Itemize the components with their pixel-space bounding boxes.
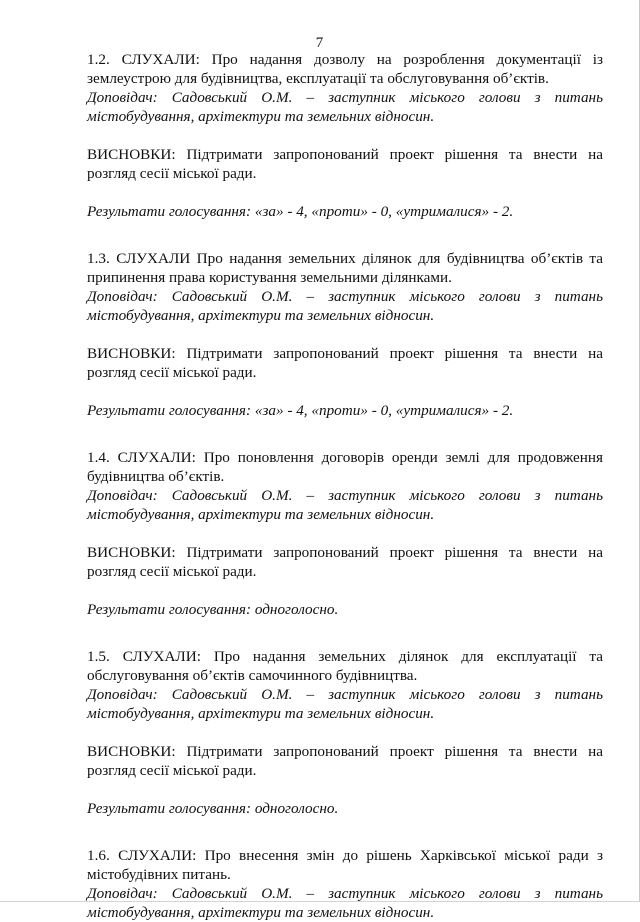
agenda-item-1-2 bbox=[87, 50, 603, 221]
agenda-item-1-3 bbox=[87, 249, 603, 420]
conclusions-paragraph: ВИСНОВКИ: Підтримати запропонований проект рішення та внести на розгляд сесії міської ради. bbox=[87, 345, 603, 381]
voting-result: Результати голосування: одноголосно. bbox=[87, 800, 339, 817]
reporter-paragraph: Доповідач: Садовський О.М. – заступник міського голови з питань містобудування, архітектури та земельних відносин. bbox=[87, 885, 603, 921]
agenda-item-1-4 bbox=[87, 448, 603, 619]
document-body bbox=[87, 50, 603, 922]
page-number: 7 bbox=[315, 35, 324, 51]
reporter-paragraph: Доповідач: Садовський О.М. – заступник міського голови з питань містобудування, архітектури та земельних відносин. bbox=[87, 89, 603, 125]
heard-paragraph: 1.5. СЛУХАЛИ: Про надання земельних ділянок для експлуатації та обслуговування об’єктів самочинного будівництва. bbox=[87, 648, 603, 684]
heard-paragraph: 1.4. СЛУХАЛИ: Про поновлення договорів оренди землі для продовження будівництва об’єктів. bbox=[87, 449, 603, 485]
reporter-paragraph: Доповідач: Садовський О.М. – заступник міського голови з питань містобудування, архітектури та земельних відносин. bbox=[87, 686, 603, 722]
heard-paragraph: 1.3. СЛУХАЛИ Про надання земельних ділянок для будівництва об’єктів та припинення права користування земельними ділянками. bbox=[87, 250, 603, 286]
heard-paragraph: 1.6. СЛУХАЛИ: Про внесення змін до рішень Харківської міської ради з містобудівних питань. bbox=[87, 847, 603, 883]
voting-result: Результати голосування: «за» - 4, «проти» - 0, «утрималися» - 2. bbox=[87, 402, 514, 419]
reporter-paragraph: Доповідач: Садовський О.М. – заступник міського голови з питань містобудування, архітектури та земельних відносин. bbox=[87, 288, 603, 324]
conclusions-paragraph: ВИСНОВКИ: Підтримати запропонований проект рішення та внести на розгляд сесії міської ради. bbox=[87, 146, 603, 182]
conclusions-paragraph: ВИСНОВКИ: Підтримати запропонований проект рішення та внести на розгляд сесії міської ради. bbox=[87, 544, 603, 580]
voting-result: Результати голосування: «за» - 4, «проти» - 0, «утрималися» - 2. bbox=[87, 203, 514, 220]
agenda-item-1-5 bbox=[87, 647, 603, 818]
reporter-paragraph: Доповідач: Садовський О.М. – заступник міського голови з питань містобудування, архітектури та земельних відносин. bbox=[87, 487, 603, 523]
agenda-item-1-6 bbox=[87, 846, 603, 922]
conclusions-paragraph: ВИСНОВКИ: Підтримати запропонований проект рішення та внести на розгляд сесії міської ради. bbox=[87, 743, 603, 779]
voting-result: Результати голосування: одноголосно. bbox=[87, 601, 339, 618]
heard-paragraph: 1.2. СЛУХАЛИ: Про надання дозволу на розроблення документації із землеустрою для будівництва, експлуатації та обслуговування об’єктів. bbox=[87, 51, 603, 87]
